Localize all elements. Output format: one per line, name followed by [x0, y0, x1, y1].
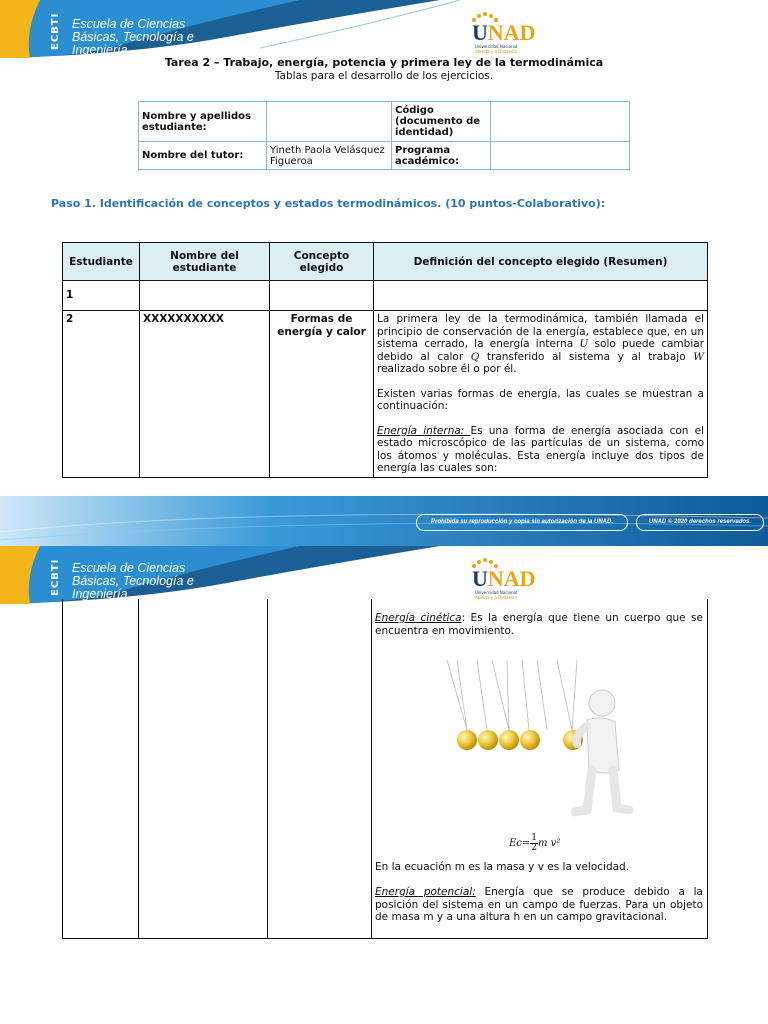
table-row	[63, 281, 708, 311]
energy-forms-paragraph: Existen varias formas de energía, las cuales se muestran a continuación:	[377, 387, 704, 412]
definition-cell	[374, 311, 708, 478]
internal-energy-paragraph: Energía interna: Es una forma de energía asociada con el estado microscópico de las partículas de un sistema, como los átomos y moléculas. Esta energía incluye dos tipos de energía las cuales son:	[377, 424, 704, 474]
unad-logo: UNAD Universidad Nacional Abierta y a Distancia	[464, 556, 524, 602]
potential-energy-paragraph: Energía potencial: Energía que se produce debido a la posición del sistema en un campo de fuerzas. Para un objeto de masa m y a una altura h en un campo gravitacional.	[375, 886, 703, 923]
tutor-label: Nombre del tutor:	[139, 142, 267, 170]
ecbti-label: ECBTI	[50, 558, 61, 596]
school-name: Escuela de Ciencias Básicas, Tecnología e Ingeniería	[72, 17, 194, 57]
concepts-table	[62, 242, 708, 478]
student-info-table	[138, 101, 630, 170]
concept-cell[interactable]	[270, 281, 374, 311]
header-student: Estudiante	[63, 243, 140, 281]
equation-note: En la ecuación m es la masa y v es la velocidad.	[375, 861, 630, 873]
definition-cell[interactable]	[374, 281, 708, 311]
step-heading: Paso 1. Identificación de conceptos y estados termodinámicos. (10 puntos-Colaborativo):	[51, 197, 606, 210]
kinetic-energy-formula: Ec= $\frac{1}{2}m$ v²	[509, 833, 561, 853]
header-student-name: Nombre del estudiante	[140, 243, 270, 281]
concept-cell: Formas de energía y calor	[270, 311, 374, 478]
first-law-paragraph: La primera ley de la termodinámica, también llamada el principio de conservación de la energía, establece que, en un sistema cerrado, la energía interna U solo puede cambiar debido al calor Q transferido al sistema y al trabajo W realizado sobre él o por él.	[377, 313, 704, 375]
reproduction-notice: Prohibida su reproducción y copia sin autorización de la UNAD.	[416, 514, 628, 531]
code-value[interactable]	[491, 102, 630, 142]
document-title: Tarea 2 – Trabajo, energía, potencia y primera ley de la termodinámica	[164, 56, 604, 69]
document-subtitle: Tablas para el desarrollo de los ejercicios.	[274, 70, 494, 82]
tutor-value: Yineth Paola Velásquez Figueroa	[267, 142, 392, 170]
row-number: 2	[63, 311, 140, 478]
program-label: Programa académico:	[392, 142, 491, 170]
newtons-cradle-illustration	[437, 660, 637, 830]
copyright-notice: UNAD © 2020 derechos reservados.	[636, 514, 764, 531]
ecbti-label: ECBTI	[50, 12, 61, 50]
code-label: Código (documento de identidad)	[392, 102, 491, 142]
student-name-cell[interactable]	[140, 281, 270, 311]
kinetic-energy-paragraph: Energía cinética: Es la energía que tiene un cuerpo que se encuentra en movimiento.	[375, 612, 703, 637]
header-concept: Concepto elegido	[270, 243, 374, 281]
table-row	[63, 311, 708, 478]
name-label: Nombre y apellidos estudiante:	[139, 102, 267, 142]
row-number: 1	[63, 281, 140, 311]
header-definition: Definición del concepto elegido (Resumen)	[374, 243, 708, 281]
unad-logo: UNAD Universidad Nacional Abierta y a Distancia	[464, 10, 524, 56]
name-value[interactable]	[267, 102, 392, 142]
school-name: Escuela de Ciencias Básicas, Tecnología e Ingeniería	[72, 561, 194, 601]
program-value[interactable]	[491, 142, 630, 170]
student-name-cell: XXXXXXXXXX	[140, 311, 270, 478]
